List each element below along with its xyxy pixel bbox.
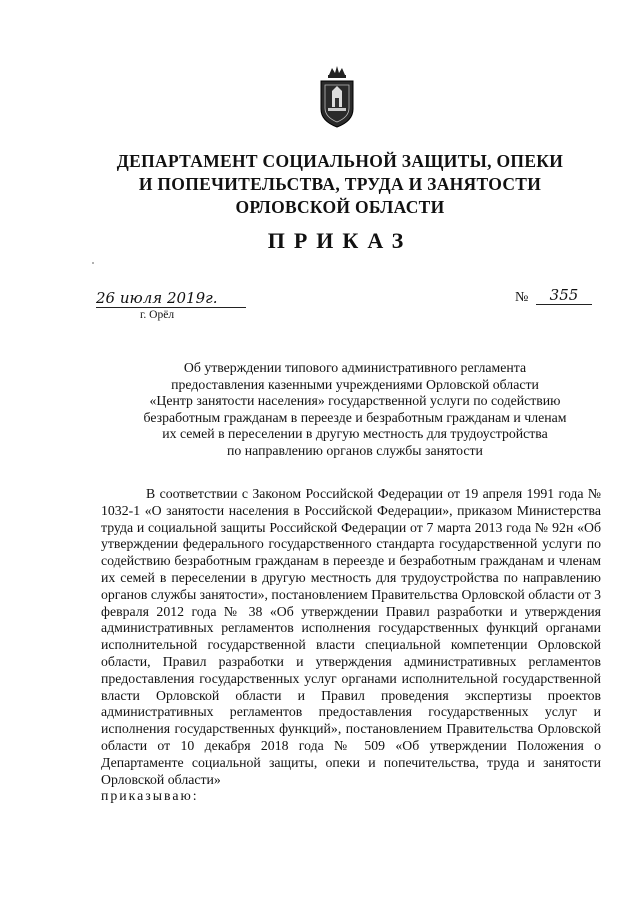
document-type-title: ПРИКАЗ [267,228,413,253]
department-line-3: ОРЛОВСКОЙ ОБЛАСТИ [235,197,445,217]
subject-line: их семей в переселении в другую местность для трудоустройства [162,426,548,442]
preamble-text: В соответствии с Законом Российской Федерации от 19 апреля 1991 года № 1032-1 «О занятости населения в Российской Федерации», приказом Министерства труда и социальной защиты Российской Федерации от 7 марта 2013 года № 92н «Об утверждении федерального государственного стандарта государственной услуги по содействию безработным гражданам в переезде и безработным гражданам и членам их семей в переселении в другую местность для трудоустройства по направлению органов службы занятости», постановлением Правительства Орловской области от 3 февраля 2012 года № 38 «Об утверждении Правил разработки и утверждения административных регламентов исполнения государственных функций органами исполнительной государственной власти специальной компетенции Орловской области, Правил разработки и утверждения административных регламентов предоставления государственных услуг органами исполнительной государственной власти Орловской области и Правил проведения экспертизы проектов административных регламентов предоставления государственных услуг и исполнения государственных функций», постановлением Правительства Орловской области от 10 декабря 2018 года № 509 «Об утверждении Положения о Департаменте социальной защиты, опеки и попечительства, труда и занятости Орловской области» [101,486,601,787]
subject-line: предоставления казенными учреждениями Орловской области [171,376,539,392]
coat-of-arms-icon [315,65,359,129]
subject-line: Об утверждении типового административного регламента [183,360,527,375]
order-date-handwritten: 26 июля 2019г. [96,289,246,308]
subject-line: по направлению органов службы занятости [227,442,483,458]
order-number-label: № [515,290,529,305]
order-subject [100,360,610,460]
department-line-1: ДЕПАРТАМЕНТ СОЦИАЛЬНОЙ ЗАЩИТЫ, ОПЕКИ [116,151,564,171]
department-line-2: И ПОПЕЧИТЕЛЬСТВА, ТРУДА И ЗАНЯТОСТИ [138,174,542,194]
scan-speck [92,262,94,264]
order-verb: приказываю: [101,788,199,804]
preamble-paragraph [101,486,601,805]
department-name [90,150,590,219]
subject-line: «Центр занятости населения» государственной услуги по содействию [149,393,561,409]
order-number-handwritten: 355 [536,286,592,305]
order-city: г. Орёл [140,309,175,321]
subject-line: безработным гражданам в переезде и безработным гражданам и членам [143,409,567,425]
